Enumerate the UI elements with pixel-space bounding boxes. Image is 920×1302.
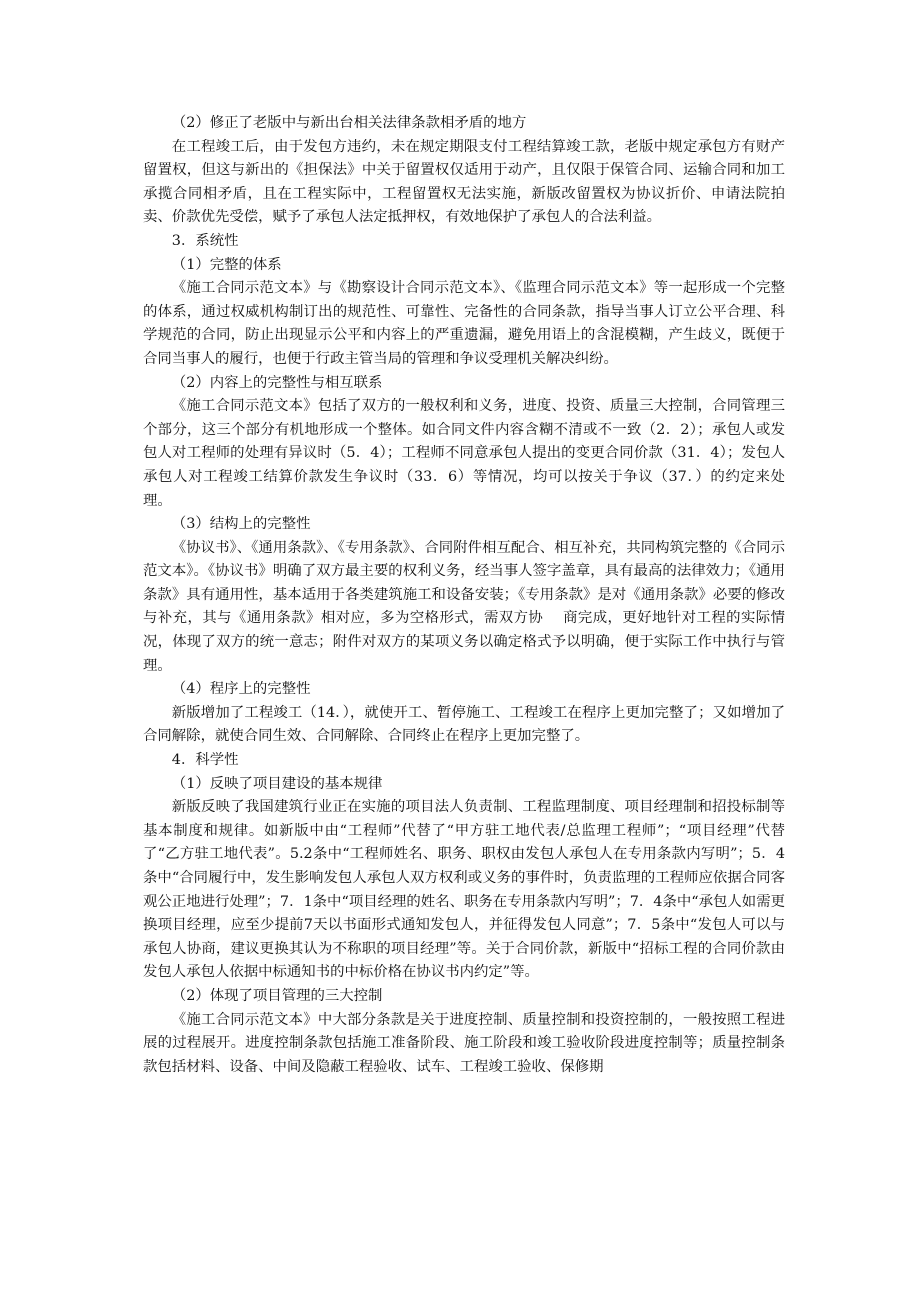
subsection-heading: （3）结构上的完整性 <box>171 516 311 533</box>
document-body <box>143 112 785 1079</box>
body-paragraph: 新版反映了我国建筑行业正在实施的项目法人负责制、工程监理制度、项目经理制和招投标制等基本制度和规律。如新版中由“工程师”代替了“甲方驻工地代表/总监理工程师”；“项目经理”代替了“乙方驻工地代表”。5.2条中“工程师姓名、职务、职权由发包人承包人在专用条款内写明”；5．4条中“合同履行中，发生影响发包人承包人双方权利或义务的事件时，负责监理的工程师应依据合同客观公正地进行处理”；7．1条中“项目经理的姓名、职务在专用条款内写明”；7．4条中“承包人如需更换项目经理，应至少提前7天以书面形式通知发包人，并征得发包人同意”；7．5条中“发包人可以与承包人协商，建议更换其认为不称职的项目经理”等。关于合同价款，新版中“招标工程的合同价款由发包人承包人依据中标通知书的中标价格在协议书内约定”等。 <box>143 799 785 981</box>
body-paragraph: 《施工合同示范文本》中大部分条款是关于进度控制、质量控制和投资控制的，一般按照工程进展的过程展开。进度控制条款包括施工准备阶段、施工阶段和竣工验收阶段进度控制等；质量控制条款包括材料、设备、中间及隐蔽工程验收、试车、工程竣工验收、保修期 <box>143 1011 785 1075</box>
section-heading: 4．科学性 <box>171 752 239 769</box>
subsection-heading: （2）体现了项目管理的三大控制 <box>171 987 383 1004</box>
subsection-heading: （2）修正了老版中与新出台相关法律条款相矛盾的地方 <box>171 115 527 131</box>
section-heading: 3．系统性 <box>171 232 239 249</box>
body-paragraph: 《施工合同示范文本》包括了双方的一般权利和义务，进度、投资、质量三大控制，合同管理三个部分，这三个部分有机地形成一个整体。如合同文件内容含糊不清或不一致（2．2）；承包人或发包人对工程师的处理有异议时（5．4）；工程师不同意承包人提出的变更合同价款（31．4）；发包人承包人对工程竣工结算价款发生争议时（33．6）等情况，均可以按关于争议（37．）的约定来处理。 <box>143 398 785 509</box>
subsection-heading: （1）完整的体系 <box>171 256 282 273</box>
subsection-heading: （4）程序上的完整性 <box>171 681 311 698</box>
body-paragraph: 新版增加了工程竣工（14．），就使开工、暂停施工、工程竣工在程序上更加完整了；又如增加了合同解除，就使合同生效、合同解除、合同终止在程序上更加完整了。 <box>143 704 785 745</box>
body-paragraph: 《协议书》、《通用条款》、《专用条款》、合同附件相互配合、相互补充，共同构筑完整的《合同示范文本》。《协议书》明确了双方最主要的权利义务，经当事人签字盖章，具有最高的法律效力；《通用条款》具有通用性，基本适用于各类建筑施工和设备安装；《专用条款》是对《通用条款》必要的修改与补充，其与《通用条款》相对应，多为空格形式，需双方协 商完成，更好地针对工程的实际情况，体现了双方的统一意志；附件对双方的某项义务以确定格式予以明确，便于实际工作中执行与管理。 <box>143 539 785 674</box>
body-paragraph: 在工程竣工后，由于发包方违约，未在规定期限支付工程结算竣工款，老版中规定承包方有财产留置权，但这与新出的《担保法》中关于留置权仅适用于动产，且仅限于保管合同、运输合同和加工承揽合同相矛盾，且在工程实际中，工程留置权无法实施，新版改留置权为协议折价、申请法院拍卖、价款优先受偿，赋予了承包人法定抵押权，有效地保护了承包人的合法利益。 <box>143 138 785 226</box>
subsection-heading: （2）内容上的完整性与相互联系 <box>171 374 383 391</box>
body-paragraph: 《施工合同示范文本》与《勘察设计合同示范文本》、《监理合同示范文本》等一起形成一个完整的体系，通过权威机构制订出的规范性、可靠性、完备性的合同条款，指导当事人订立公平合理、科学规范的合同，防止出现显示公平和内容上的严重遗漏，避免用语上的含混模糊，产生歧义，既便于合同当事人的履行，也便于行政主管当局的管理和争议受理机关解决纠纷。 <box>143 280 785 367</box>
subsection-heading: （1）反映了项目建设的基本规律 <box>171 775 383 792</box>
